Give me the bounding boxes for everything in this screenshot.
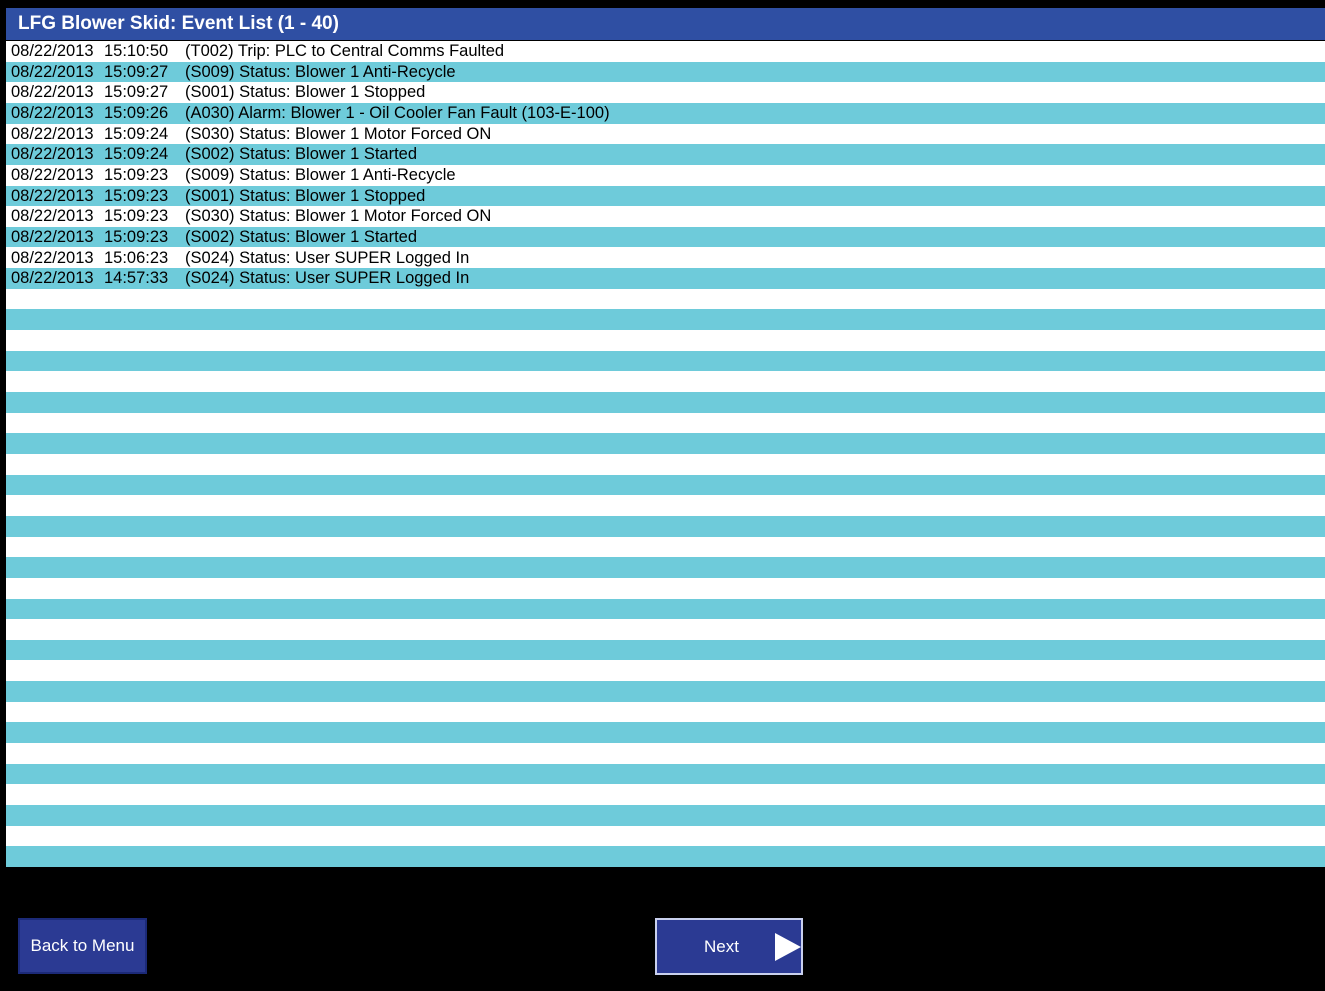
- list-item[interactable]: [6, 165, 1325, 186]
- event-date: 08/22/2013: [11, 186, 94, 205]
- list-item: [6, 475, 1325, 496]
- event-message: (S002) Status: Blower 1 Started: [185, 145, 418, 164]
- list-item[interactable]: [6, 41, 1325, 62]
- list-item[interactable]: [6, 144, 1325, 165]
- event-time: 15:09:23: [104, 227, 169, 246]
- event-message: (A030) Alarm: Blower 1 - Oil Cooler Fan Fault (103-E-100): [185, 103, 610, 122]
- list-item: [6, 619, 1325, 640]
- event-time: 15:09:27: [104, 62, 169, 81]
- event-date: 08/22/2013: [11, 42, 94, 60]
- event-message: (S002) Status: Blower 1 Started: [185, 227, 418, 246]
- event-time: 15:09:26: [104, 103, 169, 122]
- list-item[interactable]: [6, 124, 1325, 145]
- event-date: 08/22/2013: [11, 248, 94, 267]
- list-item[interactable]: [6, 186, 1325, 207]
- list-item: [6, 826, 1325, 847]
- list-item: [6, 330, 1325, 351]
- list-item: [6, 702, 1325, 723]
- event-time: 15:09:23: [104, 207, 169, 226]
- next-button[interactable]: [655, 918, 803, 975]
- event-date: 08/22/2013: [11, 227, 94, 246]
- list-item: [6, 413, 1325, 434]
- list-item[interactable]: [6, 82, 1325, 103]
- event-date: 08/22/2013: [11, 207, 94, 226]
- list-item: [6, 743, 1325, 764]
- list-item[interactable]: [6, 248, 1325, 269]
- event-message: (S024) Status: User SUPER Logged In: [185, 248, 470, 267]
- page-title: LFG Blower Skid: Event List (1 - 40): [6, 8, 1325, 40]
- list-item[interactable]: [6, 268, 1325, 289]
- event-message: (S024) Status: User SUPER Logged In: [185, 269, 470, 288]
- list-item: [6, 681, 1325, 702]
- event-time: 15:09:24: [104, 145, 169, 164]
- event-message: (T002) Trip: PLC to Central Comms Faulted: [185, 42, 505, 60]
- list-item: [6, 784, 1325, 805]
- event-date: 08/22/2013: [11, 103, 94, 122]
- event-message: (S009) Status: Blower 1 Anti-Recycle: [185, 62, 456, 81]
- event-time: 15:09:23: [104, 165, 169, 184]
- list-item: [6, 433, 1325, 454]
- event-time: 15:06:23: [104, 248, 169, 267]
- list-item: [6, 578, 1325, 599]
- list-item: [6, 722, 1325, 743]
- list-item: [6, 516, 1325, 537]
- list-item: [6, 557, 1325, 578]
- event-time: 15:09:27: [104, 83, 169, 102]
- list-item: [6, 805, 1325, 826]
- event-date: 08/22/2013: [11, 269, 94, 288]
- event-date: 08/22/2013: [11, 62, 94, 81]
- list-item: [6, 289, 1325, 310]
- event-date: 08/22/2013: [11, 124, 94, 143]
- event-message: (S001) Status: Blower 1 Stopped: [185, 83, 426, 102]
- event-time: 15:10:50: [104, 42, 169, 60]
- list-item: [6, 764, 1325, 785]
- list-item: [6, 537, 1325, 558]
- list-item[interactable]: [6, 103, 1325, 124]
- next-button-label: Next: [704, 937, 739, 956]
- list-item[interactable]: [6, 62, 1325, 83]
- event-date: 08/22/2013: [11, 165, 94, 184]
- list-item: [6, 454, 1325, 475]
- event-time: 15:09:23: [104, 186, 169, 205]
- event-message: (S001) Status: Blower 1 Stopped: [185, 186, 426, 205]
- event-message: (S030) Status: Blower 1 Motor Forced ON: [185, 207, 492, 226]
- event-message: (S030) Status: Blower 1 Motor Forced ON: [185, 124, 492, 143]
- play-arrow-icon: [773, 933, 801, 961]
- list-item: [6, 309, 1325, 330]
- event-list: [6, 41, 1325, 867]
- list-item: [6, 351, 1325, 372]
- event-time: 14:57:33: [104, 269, 169, 288]
- event-message: (S009) Status: Blower 1 Anti-Recycle: [185, 165, 456, 184]
- list-item: [6, 846, 1325, 867]
- back-to-menu-button[interactable]: Back to Menu: [18, 918, 147, 974]
- event-time: 15:09:24: [104, 124, 169, 143]
- list-item[interactable]: [6, 206, 1325, 227]
- list-item: [6, 392, 1325, 413]
- list-item: [6, 599, 1325, 620]
- event-date: 08/22/2013: [11, 83, 94, 102]
- list-item: [6, 371, 1325, 392]
- event-date: 08/22/2013: [11, 145, 94, 164]
- list-item: [6, 495, 1325, 516]
- list-item: [6, 661, 1325, 682]
- list-item: [6, 640, 1325, 661]
- list-item[interactable]: [6, 227, 1325, 248]
